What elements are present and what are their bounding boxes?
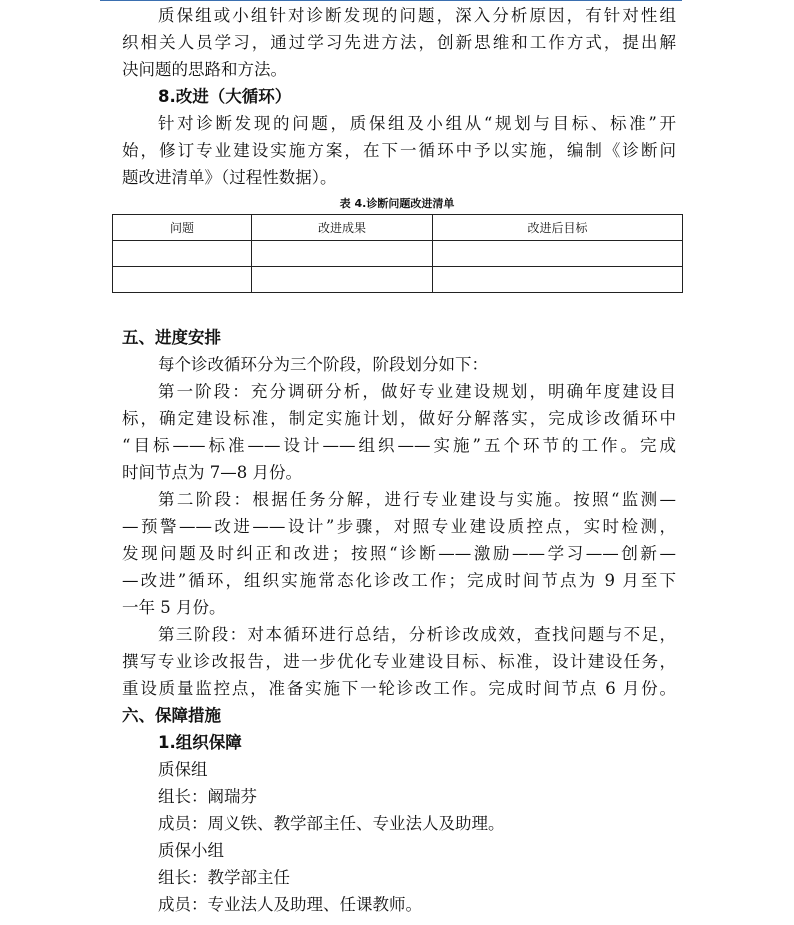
paragraph-line: 始，修订专业建设实施方案，在下一循环中予以实施，编制《诊断问	[122, 141, 676, 160]
paragraph-line: 一年 5 月份。	[122, 598, 226, 617]
paragraph-line: 组长：教学部主任	[158, 868, 290, 887]
paragraph-line: 重设质量监控点，准备实施下一轮诊改工作。完成时间节点 6 月份。	[122, 679, 676, 698]
table-cell	[433, 267, 683, 293]
table-caption: 表 4.诊断问题改进清单	[339, 197, 455, 210]
table-cell	[113, 267, 252, 293]
improvement-table	[112, 214, 683, 293]
paragraph-line: 针对诊断发现的问题，质保组及小组从“规划与目标、标准”开	[158, 114, 676, 133]
table-header-cell: 改进后目标	[433, 215, 683, 241]
paragraph-line: 撰写专业诊改报告，进一步优化专业建设目标、标准，设计建设任务，	[122, 652, 676, 671]
paragraph-line: 标，确定建设标准，制定实施计划，做好分解落实，完成诊改循环中	[122, 409, 676, 428]
header-rule	[100, 0, 682, 1]
paragraph-line: 质保小组	[158, 841, 224, 860]
paragraph-line: 织相关人员学习，通过学习先进方法，创新思维和工作方式，提出解	[122, 33, 676, 52]
paragraph-line: 第二阶段：根据任务分解，进行专业建设与实施。按照“监测—	[158, 490, 676, 509]
paragraph-line: 题改进清单》（过程性数据）。	[122, 168, 337, 187]
table-row	[113, 267, 683, 293]
paragraph-line: 时间节点为 7—8 月份。	[122, 463, 302, 482]
paragraph-line: 成员：周义铁、教学部主任、专业法人及助理。	[158, 814, 505, 833]
paragraph-line: 发现问题及时纠正和改进；按照“诊断——激励——学习——创新—	[122, 544, 676, 563]
table-cell	[113, 241, 252, 267]
paragraph-line: 每个诊改循环分为三个阶段，阶段划分如下：	[158, 355, 488, 374]
paragraph-line: 第三阶段：对本循环进行总结，分析诊改成效，查找问题与不足，	[158, 625, 676, 644]
paragraph-line: 第一阶段：充分调研分析，做好专业建设规划，明确年度建设目	[158, 382, 676, 401]
section-heading-safeguards: 六、保障措施	[122, 706, 221, 725]
paragraph-line: 质保组	[158, 760, 208, 779]
table-header-cell: 改进成果	[252, 215, 433, 241]
paragraph-line: —改进”循环，组织实施常态化诊改工作；完成时间节点为 9 月至下	[122, 571, 676, 590]
table-cell	[252, 267, 433, 293]
table-cell	[252, 241, 433, 267]
paragraph-line: —预警——改进——设计”步骤，对照专业建设质控点，实时检测，	[122, 517, 676, 536]
paragraph-line: 决问题的思路和方法。	[122, 60, 287, 79]
subheading-improvement: 8.改进（大循环）	[158, 87, 292, 106]
subheading-organization: 1.组织保障	[158, 733, 242, 752]
section-heading-schedule: 五、进度安排	[122, 328, 221, 347]
paragraph-line: 成员：专业法人及助理、任课教师。	[158, 895, 422, 914]
table-header-row	[113, 215, 683, 241]
table-row	[113, 241, 683, 267]
paragraph-line: “目标——标准——设计——组织——实施”五个环节的工作。完成	[122, 436, 676, 455]
paragraph-line: 组长：阚瑞芬	[158, 787, 257, 806]
table-cell	[433, 241, 683, 267]
paragraph-line: 质保组或小组针对诊断发现的问题，深入分析原因，有针对性组	[158, 6, 676, 25]
table-header-cell: 问题	[113, 215, 252, 241]
